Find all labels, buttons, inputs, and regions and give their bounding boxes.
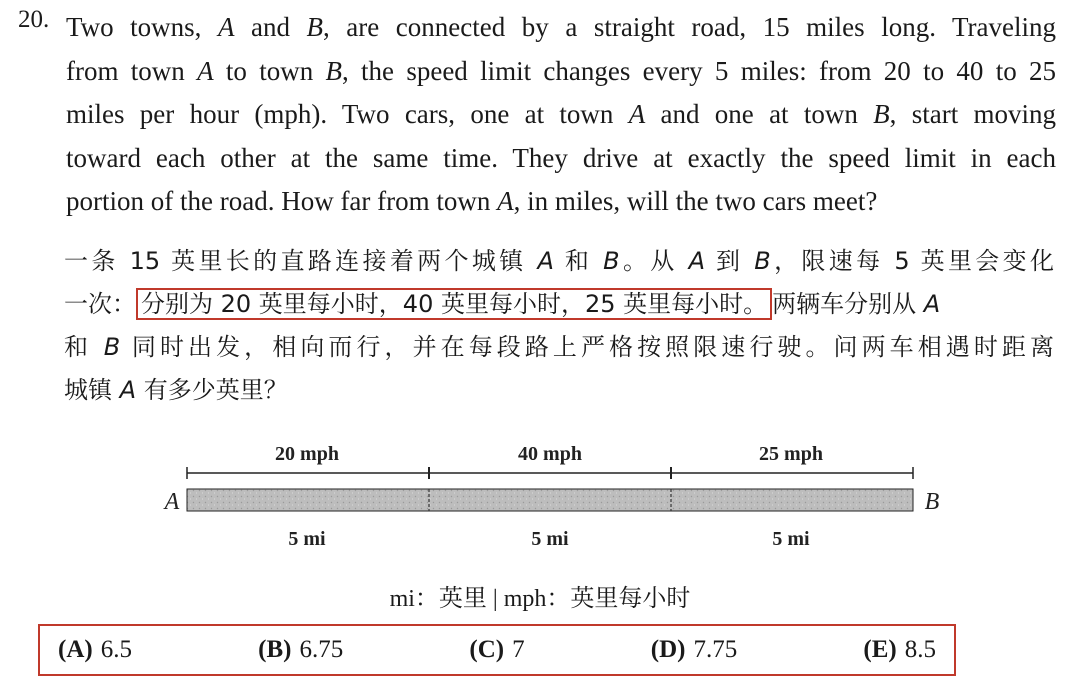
text-segment: 。从 [619, 247, 689, 275]
town-a-label: A [923, 290, 941, 318]
road [187, 489, 913, 511]
town-a-label: A [537, 247, 554, 275]
text-segment: 一次： [64, 290, 136, 318]
text-segment: 城镇 [64, 376, 120, 404]
question-english [66, 6, 1056, 224]
english-line-1 [66, 6, 1056, 50]
speed-label: 25 mph [759, 443, 823, 465]
answer-value: 6.75 [299, 636, 344, 663]
answer-letter: (A) [58, 636, 93, 663]
text-segment: , the speed limit changes every 5 miles: from 20 to 40 to 25 [342, 55, 1056, 86]
distance-label: 5 mi [531, 528, 569, 550]
town-b-label: B [603, 247, 620, 275]
distance-label: 5 mi [288, 528, 326, 550]
text-segment: 到 [705, 247, 755, 275]
town-a-label: A [197, 55, 214, 86]
town-a-label: A [688, 247, 706, 275]
town-b-label: B [754, 247, 771, 275]
text-segment: 两辆车分别从 [772, 290, 924, 318]
answer-letter: (E) [863, 636, 897, 663]
speed-label: 20 mph [275, 443, 339, 465]
text-segment: 一条 15 英里长的直路连接着两个城镇 [64, 247, 538, 275]
english-line-4 [66, 137, 1056, 181]
text-segment: miles per hour (mph). Two cars, one at town [66, 99, 629, 129]
text-segment: 同时出发，相向而行，并在每段路上严格按照限速行驶。问两车相遇时距离 [120, 333, 1054, 361]
text-segment: and one at town [645, 99, 874, 129]
answer-option-c[interactable] [469, 636, 524, 664]
town-b-label: B [924, 489, 940, 515]
text-segment: from town [66, 55, 198, 86]
english-line-5 [66, 180, 1056, 224]
text-segment: to town [213, 55, 326, 86]
text-segment: and [234, 12, 307, 42]
town-b-label: B [325, 55, 342, 86]
road-diagram [150, 435, 950, 565]
text-segment: 有多少英里？ [136, 376, 288, 404]
chinese-line-1 [64, 240, 1054, 283]
answer-value: 6.5 [100, 636, 132, 663]
answer-choices [38, 624, 956, 676]
text-segment: , start moving [889, 99, 1056, 129]
text-segment: Two towns, [66, 12, 218, 42]
answer-option-b[interactable] [258, 636, 343, 664]
text-segment: , are connected by a straight road, 15 miles long. Traveling [323, 12, 1056, 42]
question-chinese [64, 240, 1054, 412]
distance-label: 5 mi [772, 528, 810, 550]
answer-value: 7.75 [693, 636, 738, 663]
town-a-label: A [497, 186, 514, 216]
english-line-3 [66, 93, 1056, 137]
speed-limit-highlight: 分别为 20 英里每小时，40 英里每小时，25 英里每小时。 [136, 288, 772, 320]
town-a-label: A [164, 489, 180, 515]
answer-option-a[interactable] [58, 636, 132, 664]
text-segment: 和 [64, 333, 104, 361]
answer-letter: (C) [469, 636, 505, 663]
chinese-line-4 [64, 369, 1054, 412]
text-segment: , in miles, will the two cars meet? [513, 186, 878, 216]
town-b-label: B [103, 333, 121, 361]
text-segment: 和 [553, 247, 604, 275]
speed-label: 40 mph [518, 443, 582, 465]
town-b-label: B [873, 99, 890, 129]
town-a-label: A [628, 99, 646, 129]
answer-letter: (D) [650, 636, 686, 663]
town-a-label: A [119, 376, 137, 404]
text-segment: toward each other at the same time. They drive at exactly the speed limit in each [66, 142, 1056, 173]
answer-letter: (B) [258, 636, 292, 663]
question-number: 20. [18, 6, 50, 33]
town-a-label: A [217, 12, 235, 42]
town-b-label: B [306, 12, 324, 42]
chinese-line-3 [64, 326, 1054, 369]
answer-option-e[interactable] [863, 636, 936, 664]
answer-option-d[interactable] [651, 636, 737, 664]
answer-value: 7 [512, 636, 525, 663]
text-segment: portion of the road. How far from town [66, 186, 498, 216]
chinese-line-2 [64, 283, 1054, 326]
english-line-2 [66, 50, 1056, 94]
answer-value: 8.5 [904, 636, 936, 663]
text-segment: ，限速每 5 英里会变化 [770, 247, 1054, 275]
unit-legend: mi：英里 | mph：英里每小时 [389, 586, 691, 612]
